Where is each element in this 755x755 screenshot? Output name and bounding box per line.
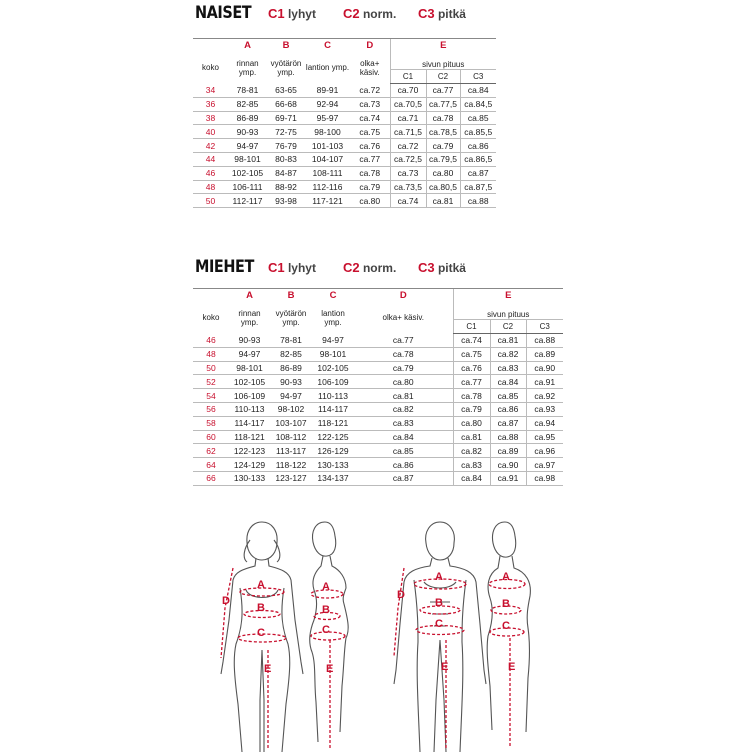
table-row [193, 444, 563, 458]
table-cell: ca.82 [490, 347, 526, 361]
table-cell: 106-111 [228, 180, 267, 194]
woman-side-label-c: C [322, 624, 330, 636]
table-cell: 102-105 [228, 166, 267, 180]
table-row [193, 458, 563, 472]
table-cell: 124-129 [229, 458, 270, 472]
table-row [193, 97, 496, 111]
header-shoulder-arm: olka+ käsiv. [382, 313, 424, 323]
measurement-figures [0, 510, 755, 755]
table-cell: 86-89 [270, 361, 312, 375]
woman-front-label-c: C [257, 627, 265, 639]
table-cell: 113-117 [270, 444, 312, 458]
col-letter-a: A [229, 289, 270, 303]
table-cell: 98-101 [229, 361, 270, 375]
table-row [193, 389, 563, 403]
col-letter-b: B [267, 39, 305, 53]
table-cell: 90-93 [228, 125, 267, 139]
col-letter-c: C [305, 39, 350, 53]
table-cell: 130-133 [229, 471, 270, 485]
header-size: koko [202, 63, 219, 73]
table-cell: ca.91 [490, 471, 526, 485]
header-side-length: sivun pituus [453, 302, 563, 320]
header-c2: C2 [490, 320, 526, 334]
table-cell: ca.73 [390, 166, 426, 180]
table-cell: ca.74 [350, 111, 390, 125]
size-cell: 34 [193, 84, 228, 98]
women-legend-c2: C2 norm. [343, 6, 397, 21]
woman-front-label-a: A [257, 579, 265, 591]
table-cell: 106-109 [312, 375, 354, 389]
table-cell: ca.79 [426, 139, 460, 153]
table-cell: ca.70,5 [390, 97, 426, 111]
table-cell: 103-107 [270, 416, 312, 430]
table-cell: ca.82 [453, 444, 490, 458]
table-cell: ca.96 [526, 444, 563, 458]
table-cell: ca.71 [390, 111, 426, 125]
table-cell: 94-97 [270, 389, 312, 403]
size-cell: 58 [193, 416, 229, 430]
man-front-label-c: C [435, 618, 443, 630]
table-cell: ca.71,5 [390, 125, 426, 139]
header-c3: C3 [460, 70, 496, 84]
table-cell: ca.93 [526, 402, 563, 416]
table-cell: 94-97 [228, 139, 267, 153]
table-cell: 86-89 [228, 111, 267, 125]
table-cell: ca.78 [453, 389, 490, 403]
size-cell: 46 [193, 166, 228, 180]
table-cell: ca.80 [453, 416, 490, 430]
size-cell: 48 [193, 180, 228, 194]
man-front-label-a: A [435, 571, 443, 583]
table-row [193, 152, 496, 166]
col-letter-a: A [228, 39, 267, 53]
table-cell: 90-93 [229, 334, 270, 348]
body-diagrams [0, 510, 755, 755]
table-row [193, 84, 496, 98]
man-side-label-c: C [502, 620, 510, 632]
men-size-table [193, 288, 563, 486]
table-cell: ca.77 [453, 375, 490, 389]
table-cell: 72-75 [267, 125, 305, 139]
table-cell: ca.75 [350, 125, 390, 139]
table-cell: ca.84 [453, 471, 490, 485]
table-row [193, 361, 563, 375]
table-cell: 118-121 [312, 416, 354, 430]
table-cell: 122-125 [312, 430, 354, 444]
size-cell: 64 [193, 458, 229, 472]
table-cell: ca.85 [354, 444, 453, 458]
table-cell: 110-113 [229, 402, 270, 416]
table-cell: 84-87 [267, 166, 305, 180]
table-cell: ca.75 [453, 347, 490, 361]
table-cell: 110-113 [312, 389, 354, 403]
table-cell: ca.88 [526, 334, 563, 348]
table-cell: ca.84 [490, 375, 526, 389]
table-cell: 80-83 [267, 152, 305, 166]
table-cell: ca.81 [453, 430, 490, 444]
table-cell: ca.85,5 [460, 125, 496, 139]
table-cell: ca.74 [390, 194, 426, 208]
man-front-label-b: B [435, 597, 443, 609]
table-cell: 93-98 [267, 194, 305, 208]
table-cell: ca.90 [526, 361, 563, 375]
table-cell: ca.87 [490, 416, 526, 430]
header-size: koko [202, 313, 220, 323]
size-cell: 40 [193, 125, 228, 139]
size-cell: 54 [193, 389, 229, 403]
table-cell: ca.85 [460, 111, 496, 125]
header-waist: vyötärön ymp. [275, 308, 307, 327]
table-cell: ca.84 [460, 84, 496, 98]
table-cell: ca.73,5 [390, 180, 426, 194]
table-cell: 98-101 [228, 152, 267, 166]
header-c2: C2 [426, 70, 460, 84]
table-cell: 94-97 [229, 347, 270, 361]
table-cell: ca.79 [453, 402, 490, 416]
table-cell: ca.72,5 [390, 152, 426, 166]
table-cell: 122-123 [229, 444, 270, 458]
table-cell: 102-105 [229, 375, 270, 389]
table-cell: ca.86 [354, 458, 453, 472]
table-cell: ca.94 [526, 416, 563, 430]
table-cell: 130-133 [312, 458, 354, 472]
table-cell: 69-71 [267, 111, 305, 125]
table-cell: ca.76 [350, 139, 390, 153]
col-letter-d: D [354, 289, 453, 303]
table-cell: ca.88 [490, 430, 526, 444]
table-cell: ca.87 [460, 166, 496, 180]
table-cell: ca.89 [526, 347, 563, 361]
table-cell: ca.79 [354, 361, 453, 375]
table-cell: ca.70 [390, 84, 426, 98]
header-hip: lantion ymp. [305, 63, 350, 73]
table-cell: 134-137 [312, 471, 354, 485]
table-cell: ca.98 [526, 471, 563, 485]
header-waist: vyötärön ymp. [270, 58, 302, 77]
table-cell: ca.80,5 [426, 180, 460, 194]
table-cell: ca.81 [354, 389, 453, 403]
men-legend-c2: C2 norm. [343, 260, 397, 275]
size-cell: 52 [193, 375, 229, 389]
table-cell: ca.86 [460, 139, 496, 153]
table-cell: ca.77 [426, 84, 460, 98]
table-cell: 78-81 [270, 334, 312, 348]
women-legend-c3: C3 pitkä [418, 6, 466, 21]
man-front-label-e: E [441, 661, 449, 673]
col-letter-c: C [312, 289, 354, 303]
women-size-table [193, 38, 496, 208]
col-letter-b: B [270, 289, 312, 303]
table-cell: 114-117 [312, 402, 354, 416]
table-cell: 98-100 [305, 125, 350, 139]
table-cell: ca.80 [354, 375, 453, 389]
table-row [193, 471, 563, 485]
table-cell: 78-81 [228, 84, 267, 98]
table-cell: 92-94 [305, 97, 350, 111]
woman-front-label-b: B [257, 602, 265, 614]
table-cell: ca.77,5 [426, 97, 460, 111]
table-cell: 108-111 [305, 166, 350, 180]
men-legend-c3: C3 pitkä [418, 260, 466, 275]
table-cell: ca.84 [354, 430, 453, 444]
table-cell: 89-91 [305, 84, 350, 98]
table-cell: 117-121 [305, 194, 350, 208]
table-cell: 102-105 [312, 361, 354, 375]
table-cell: ca.78 [354, 347, 453, 361]
table-cell: ca.80 [426, 166, 460, 180]
man-side-label-a: A [502, 571, 510, 583]
woman-front-label-e: E [264, 663, 272, 675]
size-cell: 46 [193, 334, 229, 348]
table-cell: 112-117 [228, 194, 267, 208]
table-cell: 114-117 [229, 416, 270, 430]
table-cell: ca.76 [453, 361, 490, 375]
table-cell: ca.83 [453, 458, 490, 472]
women-legend-c1: C1 lyhyt [268, 6, 316, 21]
col-letter-e: E [390, 39, 496, 53]
woman-side-label-e: E [326, 663, 334, 675]
size-cell: 62 [193, 444, 229, 458]
size-cell: 56 [193, 402, 229, 416]
table-cell: ca.87,5 [460, 180, 496, 194]
size-cell: 42 [193, 139, 228, 153]
table-row [193, 125, 496, 139]
table-cell: ca.89 [490, 444, 526, 458]
table-cell: ca.87 [354, 471, 453, 485]
table-cell: ca.73 [350, 97, 390, 111]
table-cell: ca.72 [390, 139, 426, 153]
table-cell: ca.80 [350, 194, 390, 208]
table-row [193, 166, 496, 180]
table-cell: ca.79 [350, 180, 390, 194]
table-cell: 118-121 [229, 430, 270, 444]
table-cell: 82-85 [228, 97, 267, 111]
col-letter-e: E [453, 289, 563, 303]
table-cell: ca.78 [350, 166, 390, 180]
table-cell: ca.86 [490, 402, 526, 416]
table-cell: ca.88 [460, 194, 496, 208]
table-cell: 63-65 [267, 84, 305, 98]
woman-front-label-d: D [222, 595, 230, 607]
table-cell: ca.86,5 [460, 152, 496, 166]
table-cell: 90-93 [270, 375, 312, 389]
table-cell: ca.97 [526, 458, 563, 472]
table-row [193, 416, 563, 430]
header-hip: lantion ymp. [321, 308, 345, 327]
table-row [193, 430, 563, 444]
table-row [193, 375, 563, 389]
table-row [193, 402, 563, 416]
table-row [193, 111, 496, 125]
table-cell: ca.77 [354, 334, 453, 348]
table-cell: ca.72 [350, 84, 390, 98]
table-cell: 126-129 [312, 444, 354, 458]
women-title: NAISET [195, 3, 252, 23]
table-cell: 112-116 [305, 180, 350, 194]
header-side-length: sivun pituus [390, 52, 496, 70]
table-cell: ca.83 [490, 361, 526, 375]
size-cell: 66 [193, 471, 229, 485]
table-cell: ca.92 [526, 389, 563, 403]
header-chest: rinnan ymp. [238, 308, 261, 327]
table-cell: ca.77 [350, 152, 390, 166]
table-cell: ca.95 [526, 430, 563, 444]
table-cell: 118-122 [270, 458, 312, 472]
table-cell: 108-112 [270, 430, 312, 444]
size-cell: 38 [193, 111, 228, 125]
table-cell: 104-107 [305, 152, 350, 166]
header-shoulder-arm: olka+ käsiv. [359, 58, 380, 77]
table-cell: ca.85 [490, 389, 526, 403]
header-c3: C3 [526, 320, 563, 334]
table-row [193, 139, 496, 153]
header-c1: C1 [390, 70, 426, 84]
table-row [193, 194, 496, 208]
man-front-label-d: D [397, 589, 405, 601]
man-front-figure [394, 522, 486, 752]
table-cell: 88-92 [267, 180, 305, 194]
header-c1: C1 [453, 320, 490, 334]
table-cell: 76-79 [267, 139, 305, 153]
man-side-label-b: B [502, 598, 510, 610]
table-cell: 98-101 [312, 347, 354, 361]
table-row [193, 180, 496, 194]
table-cell: ca.78,5 [426, 125, 460, 139]
table-cell: 66-68 [267, 97, 305, 111]
woman-side-label-b: B [322, 604, 330, 616]
table-cell: 94-97 [312, 334, 354, 348]
header-chest: rinnan ymp. [236, 58, 259, 77]
men-title: MIEHET [195, 257, 254, 277]
table-cell: 82-85 [270, 347, 312, 361]
table-cell: ca.79,5 [426, 152, 460, 166]
size-cell: 50 [193, 194, 228, 208]
table-cell: ca.74 [453, 334, 490, 348]
woman-side-label-a: A [322, 581, 330, 593]
table-cell: 106-109 [229, 389, 270, 403]
size-cell: 36 [193, 97, 228, 111]
table-cell: ca.83 [354, 416, 453, 430]
table-cell: 101-103 [305, 139, 350, 153]
table-cell: ca.91 [526, 375, 563, 389]
table-cell: ca.90 [490, 458, 526, 472]
table-cell: ca.78 [426, 111, 460, 125]
size-cell: 48 [193, 347, 229, 361]
size-cell: 50 [193, 361, 229, 375]
col-letter-d: D [350, 39, 390, 53]
table-row [193, 347, 563, 361]
table-cell: 95-97 [305, 111, 350, 125]
table-row [193, 334, 563, 348]
table-cell: ca.84,5 [460, 97, 496, 111]
table-cell: 123-127 [270, 471, 312, 485]
table-cell: ca.81 [426, 194, 460, 208]
men-legend-c1: C1 lyhyt [268, 260, 316, 275]
table-cell: 98-102 [270, 402, 312, 416]
table-cell: ca.82 [354, 402, 453, 416]
size-cell: 60 [193, 430, 229, 444]
size-cell: 44 [193, 152, 228, 166]
table-cell: ca.81 [490, 334, 526, 348]
man-side-label-e: E [508, 661, 516, 673]
